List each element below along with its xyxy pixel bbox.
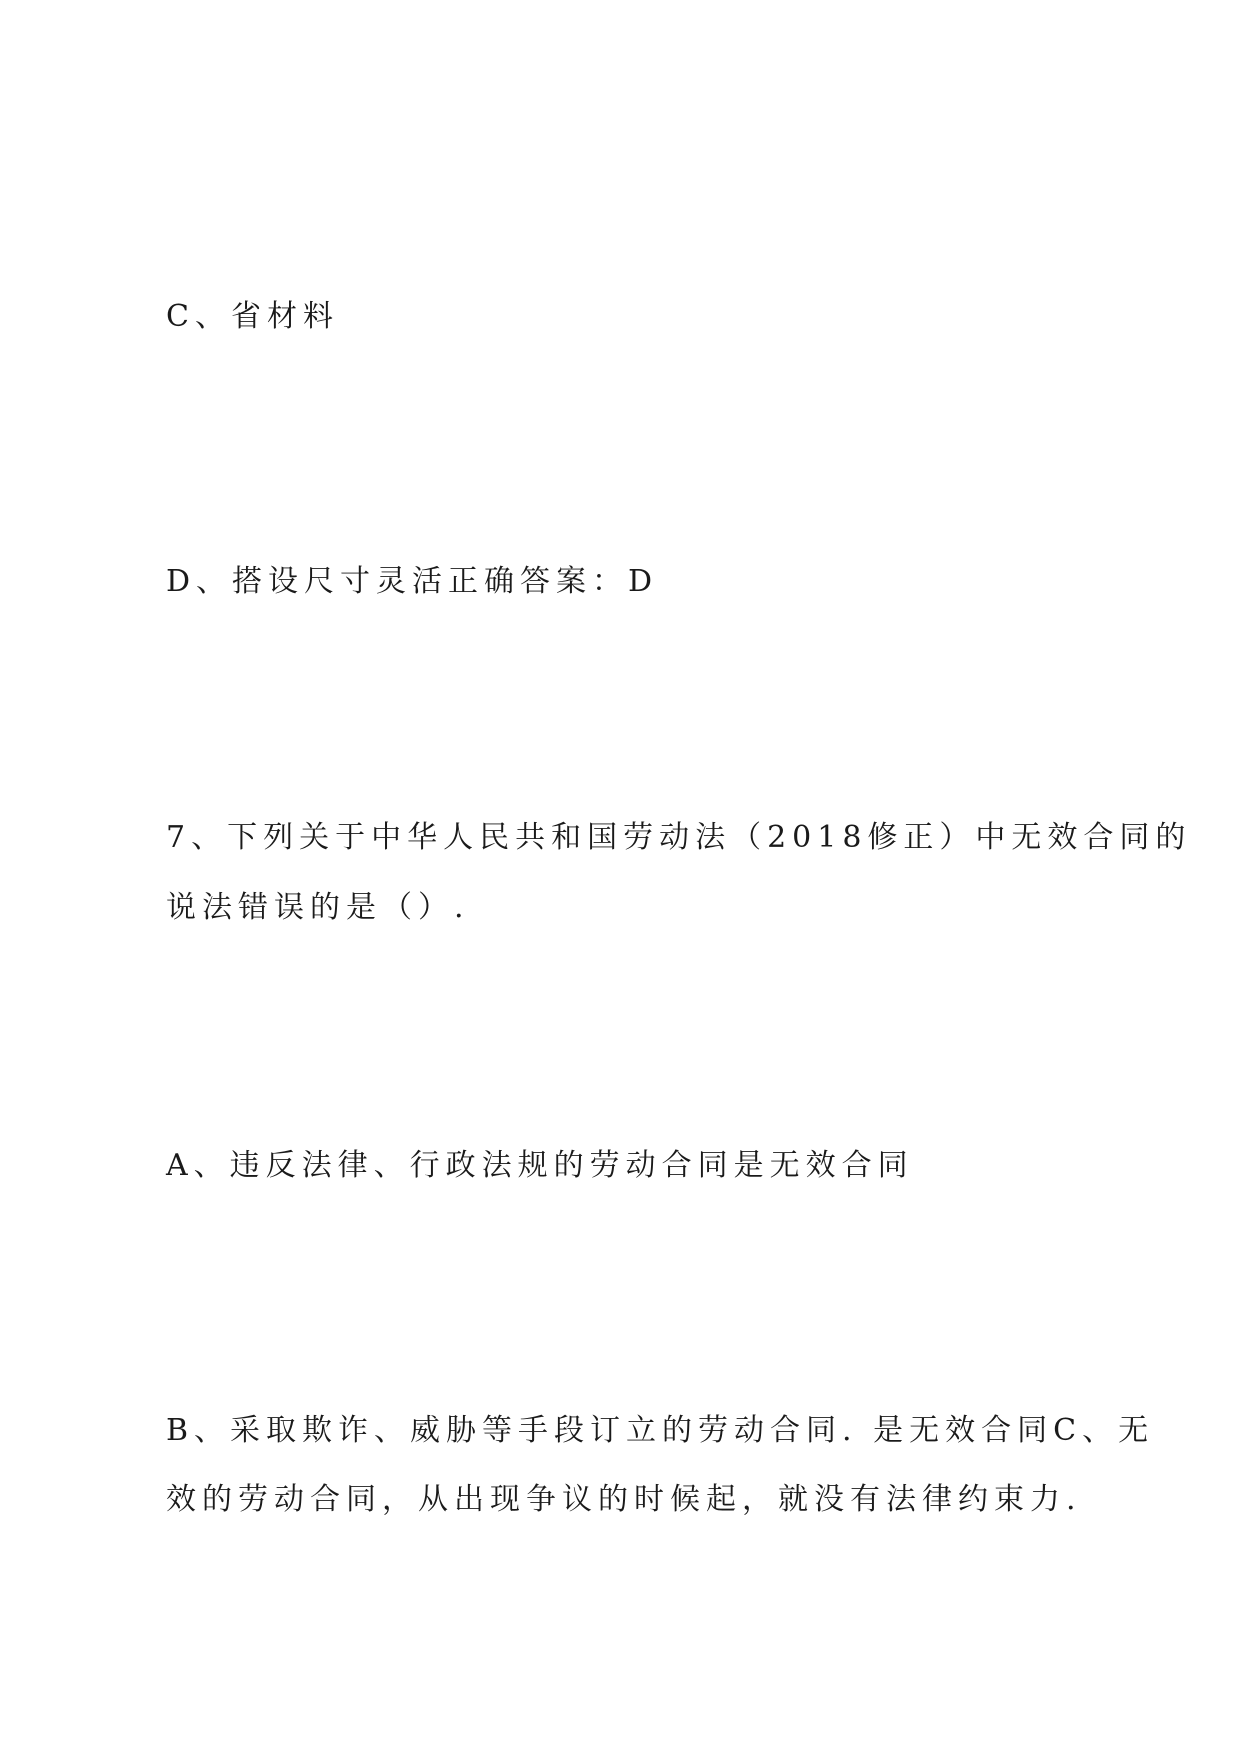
option-d-answer-text: D、搭设尺寸灵活正确答案：D (166, 564, 659, 599)
option-b-text: B、采取欺诈、威胁等手段订立的劳动合同. 是无效合同C、无 (166, 1413, 1155, 1448)
option-c-text-continued: 效的劳动合同，从出现争议的时候起，就没有法律约束力. (166, 1482, 1082, 1517)
question-7-text: 7、下列关于中华人民共和国劳动法（2018修正）中无效合同的 (166, 820, 1192, 855)
question-7-text-continued: 说法错误的是（）. (166, 890, 470, 925)
option-c-text: C、省材料 (166, 299, 339, 334)
option-a-text: A、违反法律、行政法规的劳动合同是无效合同 (166, 1148, 914, 1183)
